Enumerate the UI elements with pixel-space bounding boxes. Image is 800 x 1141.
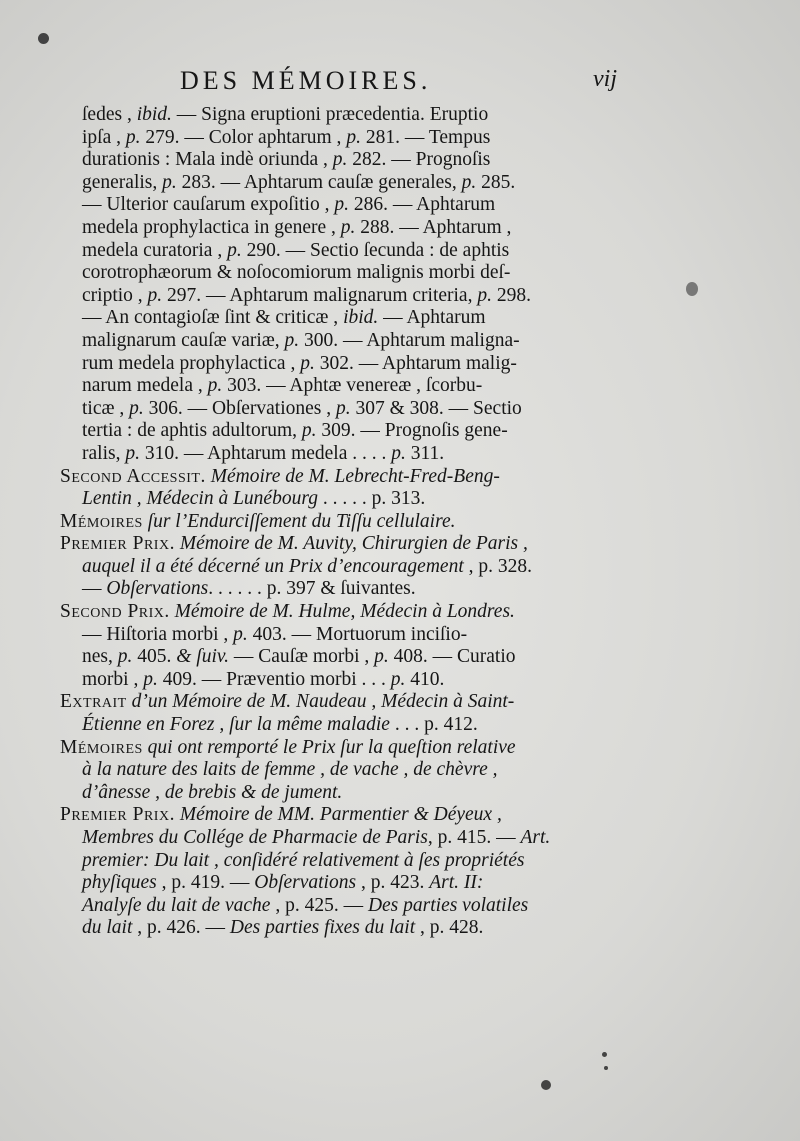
- text-line: [60, 240, 628, 263]
- text-segment: 410.: [405, 668, 445, 690]
- text-segment: Obſervations: [254, 872, 357, 894]
- text-segment: 282. — Prognoſis: [347, 149, 491, 171]
- text-segment: d’ânesse , de brebis & de jument.: [82, 781, 343, 803]
- text-segment: p.: [233, 623, 248, 645]
- text-segment: Second Prix.: [60, 601, 170, 623]
- text-line: [60, 872, 628, 895]
- ink-speck: [38, 33, 49, 44]
- text-segment: Extrait: [60, 691, 127, 713]
- text-segment: Art. II:: [429, 872, 484, 894]
- text-segment: Lentin , Médecin à Lunébourg: [82, 488, 318, 510]
- text-line: [60, 895, 628, 918]
- text-line: [60, 624, 628, 647]
- text-line: [60, 217, 628, 240]
- text-segment: Mémoire de MM. Parmentier & Déyeux ,: [174, 804, 502, 826]
- text-segment: Étienne en Forez , ſur la même maladie: [82, 714, 390, 736]
- text-segment: generalis,: [82, 171, 163, 193]
- text-line: [60, 194, 628, 217]
- text-line: [60, 488, 628, 511]
- text-segment: p.: [477, 284, 492, 306]
- text-line: [60, 646, 628, 669]
- text-segment: Mémoire de M. Auvity, Chirurgien de Paris ,: [174, 533, 528, 555]
- text-segment: — Cauſæ morbi ,: [228, 646, 375, 668]
- text-segment: & ſuiv.: [176, 646, 229, 668]
- text-segment: 311.: [405, 442, 445, 464]
- text-segment: Premier Prix.: [60, 533, 175, 555]
- text-segment: — Signa eruptioni præcedentia. Eruptio: [171, 104, 489, 125]
- text-segment: p.: [207, 375, 223, 397]
- text-segment: du lait: [82, 917, 133, 939]
- text-line: [60, 827, 628, 850]
- text-segment: Art.: [520, 827, 551, 848]
- text-segment: p.: [129, 397, 144, 419]
- text-segment: Analyſe du lait de vache: [82, 894, 271, 916]
- text-segment: p.: [227, 239, 242, 261]
- text-segment: Des parties volatiles: [367, 894, 529, 916]
- text-segment: 300. — Aphtarum maligna-: [299, 329, 520, 351]
- text-segment: p.: [117, 646, 133, 668]
- text-line: [60, 466, 628, 489]
- text-segment: Premier Prix.: [60, 804, 175, 826]
- running-head: DES MÉMOIRES.: [180, 66, 432, 95]
- text-segment: , p. 425. —: [270, 894, 368, 916]
- text-segment: , p. 419. —: [156, 872, 255, 894]
- ink-speck: [604, 1066, 608, 1070]
- text-segment: ibid.: [343, 307, 379, 329]
- text-segment: — An contagioſæ ſint & criticæ ,: [82, 307, 344, 329]
- text-segment: 298.: [491, 284, 531, 306]
- text-segment: ralis,: [82, 442, 126, 464]
- text-segment: Obſervations: [106, 578, 209, 600]
- text-segment: , p. 428.: [415, 917, 484, 939]
- table-of-contents-text: [60, 104, 628, 940]
- text-segment: medela prophylactica in genere ,: [82, 216, 341, 238]
- text-segment: . . . . . . p. 397 & ſuivantes.: [208, 578, 416, 600]
- ink-speck: [541, 1080, 551, 1090]
- text-line: [60, 759, 628, 782]
- text-segment: ipſa ,: [82, 126, 126, 148]
- text-segment: rum medela prophylactica ,: [82, 352, 301, 374]
- text-segment: Des parties fixes du lait: [229, 917, 416, 939]
- text-segment: morbi ,: [82, 668, 144, 690]
- text-segment: durationis : Mala indè oriunda ,: [82, 149, 333, 171]
- text-line: [60, 353, 628, 376]
- text-segment: 285.: [476, 171, 516, 193]
- text-segment: — Hiſtoria morbi ,: [82, 623, 234, 645]
- text-segment: phyſiques: [82, 872, 157, 894]
- text-line: [60, 420, 628, 443]
- text-segment: premier: Du lait , conſidéré relativement à ſes propriétés: [82, 849, 525, 871]
- text-line: [60, 172, 628, 195]
- text-segment: p.: [162, 171, 177, 193]
- text-segment: p.: [143, 668, 158, 690]
- text-segment: p.: [334, 194, 349, 216]
- text-line: [60, 917, 628, 940]
- text-line: [60, 578, 628, 601]
- text-segment: narum medela ,: [82, 375, 208, 397]
- text-segment: 403. — Mortuorum inciſio-: [247, 623, 468, 645]
- text-segment: p.: [284, 329, 300, 351]
- text-line: [60, 737, 628, 760]
- text-segment: — Aphtarum: [378, 307, 486, 329]
- text-segment: p.: [300, 352, 315, 374]
- text-segment: ſur l’Endurciſſement du Tiſſu cellulaire.: [142, 510, 456, 532]
- text-segment: p.: [346, 126, 361, 148]
- text-segment: , p. 415. —: [427, 827, 521, 848]
- text-segment: 309. — Prognoſis gene-: [316, 420, 508, 442]
- text-line: [60, 533, 628, 556]
- text-segment: 405.: [132, 646, 177, 668]
- text-line: [60, 601, 628, 624]
- text-line: [60, 804, 628, 827]
- text-segment: 283. — Aphtarum cauſæ generales,: [176, 171, 462, 193]
- text-line: [60, 330, 628, 353]
- text-segment: d’un Mémoire de M. Naudeau , Médecin à Saint-: [126, 691, 515, 713]
- text-segment: Mémoires: [60, 510, 143, 532]
- text-segment: 306. — Obſervationes ,: [143, 397, 337, 419]
- text-segment: p.: [461, 171, 477, 193]
- text-segment: p.: [125, 126, 141, 148]
- text-segment: 279. — Color aphtarum ,: [140, 126, 347, 148]
- text-segment: p.: [125, 442, 140, 464]
- text-segment: Membres du Collége de Pharmacie de Paris: [82, 827, 428, 848]
- text-segment: 281. — Tempus: [360, 126, 491, 148]
- text-segment: 408. — Curatio: [388, 646, 516, 668]
- text-segment: 307 & 308. — Sectio: [350, 397, 522, 419]
- text-segment: p.: [336, 397, 351, 419]
- text-segment: p.: [147, 284, 163, 306]
- text-line: [60, 104, 628, 127]
- text-line: [60, 262, 628, 285]
- ink-speck: [686, 282, 698, 296]
- text-segment: p.: [374, 646, 389, 668]
- text-line: [60, 398, 628, 421]
- text-line: [60, 307, 628, 330]
- text-segment: 310. — Aphtarum medela . . . .: [139, 442, 392, 464]
- text-segment: 290. — Sectio ſecunda : de aphtis: [241, 239, 510, 261]
- text-segment: 409. — Præventio morbi . . .: [157, 668, 391, 690]
- text-segment: p.: [301, 420, 317, 442]
- text-segment: ſedes ,: [82, 104, 137, 125]
- text-line: [60, 691, 628, 714]
- text-segment: — Ulterior cauſarum expoſitio ,: [82, 194, 335, 216]
- text-segment: p.: [340, 216, 356, 238]
- text-segment: Second Accessit.: [60, 465, 206, 487]
- text-line: [60, 149, 628, 172]
- text-line: [60, 782, 628, 805]
- text-line: [60, 443, 628, 466]
- text-segment: à la nature des laits de femme , de vache , de chèvre ,: [82, 759, 498, 781]
- text-line: [60, 511, 628, 534]
- text-line: [60, 669, 628, 692]
- text-segment: , p. 328.: [463, 555, 532, 577]
- text-segment: —: [82, 578, 107, 600]
- text-segment: ticæ ,: [82, 397, 130, 419]
- ink-speck: [602, 1052, 607, 1057]
- text-segment: p.: [332, 149, 348, 171]
- text-segment: qui ont remporté le Prix ſur la queſtion relative: [142, 736, 516, 758]
- text-line: [60, 127, 628, 150]
- text-segment: 288. — Aphtarum ,: [355, 216, 512, 238]
- text-segment: ibid.: [136, 104, 172, 125]
- page-header: [0, 66, 800, 106]
- text-segment: corotrophæorum & noſocomiorum malignis morbi deſ-: [82, 262, 511, 284]
- text-line: [60, 375, 628, 398]
- text-line: [60, 714, 628, 737]
- text-segment: 297. — Aphtarum malignarum criteria,: [162, 284, 478, 306]
- text-line: [60, 850, 628, 873]
- text-segment: medela curatoria ,: [82, 239, 228, 261]
- text-segment: . . . p. 412.: [389, 714, 478, 736]
- text-segment: 303. — Aphtæ venereæ , ſcorbu-: [222, 375, 483, 397]
- text-segment: tertia : de aphtis adultorum,: [82, 420, 302, 442]
- text-line: [60, 285, 628, 308]
- text-segment: Mémoire de M. Lebrecht-Fred-Beng-: [205, 465, 500, 487]
- text-segment: , p. 423.: [356, 872, 430, 894]
- text-segment: p.: [391, 442, 406, 464]
- text-segment: , p. 426. —: [132, 917, 230, 939]
- text-segment: malignarum cauſæ variæ,: [82, 329, 285, 351]
- text-segment: 286. — Aphtarum: [348, 194, 496, 216]
- text-segment: Mémoire de M. Hulme, Médecin à Londres.: [169, 601, 515, 623]
- text-segment: criptio ,: [82, 284, 148, 306]
- text-line: [60, 556, 628, 579]
- folio-page-number: vij: [593, 66, 617, 92]
- text-segment: Mémoires: [60, 736, 143, 758]
- text-segment: . . . . . p. 313.: [317, 488, 426, 510]
- text-segment: nes,: [82, 646, 118, 668]
- text-segment: p.: [390, 668, 406, 690]
- text-segment: auquel il a été décerné un Prix d’encouragement: [82, 555, 464, 577]
- text-segment: 302. — Aphtarum malig-: [314, 352, 517, 374]
